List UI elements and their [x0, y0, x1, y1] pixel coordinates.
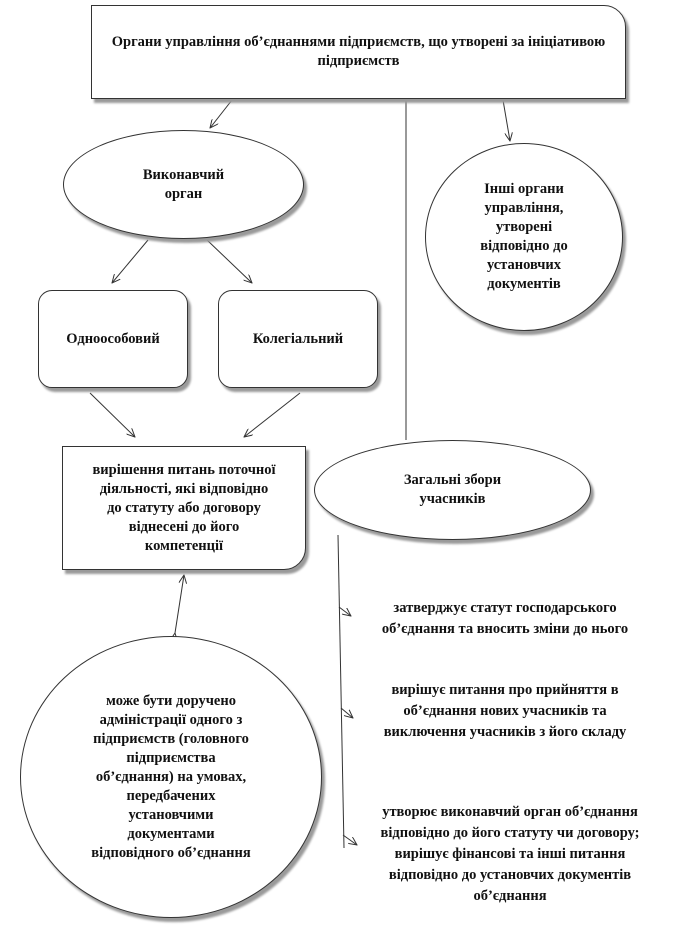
arrow-top-to-executive — [210, 100, 232, 128]
arrow-executive-to-collegial — [207, 240, 252, 283]
general-meeting-ellipse: Загальні збори учасників — [314, 440, 591, 540]
meeting-function-executive-finance: утворює виконавчий орган об’єднання відповідно до його статуту чи договору; вирішує фінансові та інші питання відповідно до установчих документів об’єднання — [380, 804, 640, 904]
meeting-function-membership: вирішує питання про прийняття в об’єднання нових учасників та виключення учасників з його складу — [383, 682, 627, 740]
arrow-top-to-other-organs — [503, 100, 510, 141]
current-issues-box: вирішення питань поточної діяльності, які відповідно до статуту або договору віднесені до його компетенції — [62, 446, 306, 570]
sole-organ-box: Одноособовий — [38, 290, 188, 388]
collegial-organ-box: Колегіальний — [218, 290, 378, 388]
executive-organ-ellipse: Виконавчий орган — [63, 130, 304, 239]
meeting-function-statute: затверджує статут господарського об’єднання та вносить зміни до нього — [381, 600, 629, 637]
other-organs-circle: Інші органи управління, утворені відповідно до установчих документів — [425, 143, 623, 331]
arrow-issues-to-delegation-bidirectional — [175, 575, 184, 633]
arrow-sole-to-issues — [90, 393, 135, 437]
delegation-circle: може бути доручено адміністрації одного з підприємств (головного підприємства об’єднання) на умовах, передбачених установчими документами відповідного об’єднання — [20, 636, 322, 918]
arrow-collegial-to-issues — [244, 393, 300, 437]
top-management-box: Органи управління об’єднаннями підприємств, що утворені за ініціативою підприємств — [91, 5, 626, 99]
arrow-executive-to-sole — [112, 240, 148, 283]
